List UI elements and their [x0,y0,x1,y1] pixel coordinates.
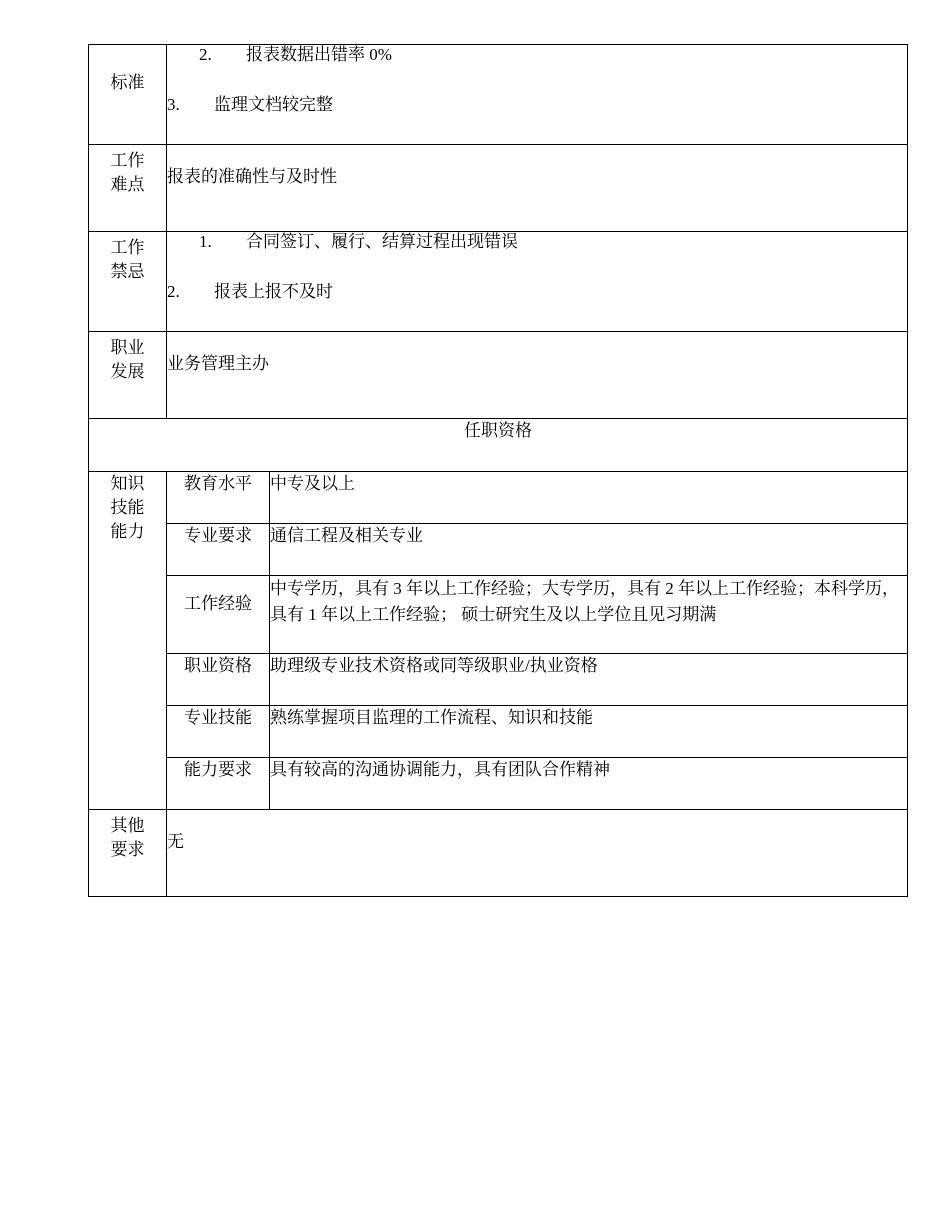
standard-item: 3. 监理文档较完整 [167,95,333,114]
qual-value: 具有较高的沟通协调能力，具有团队合作精神 [270,758,908,810]
label-taboo: 工作 禁忌 [89,232,167,332]
qual-label: 工作经验 [167,576,270,654]
row-career [89,332,908,419]
qual-value: 中专及以上 [270,472,908,524]
standard-content [167,45,908,145]
qual-row [89,472,908,524]
qual-label: 能力要求 [167,758,270,810]
other-content: 无 [167,810,908,897]
qual-label: 职业资格 [167,654,270,706]
section-title-qualification: 任职资格 [89,419,908,472]
qual-row [89,576,908,654]
qual-value: 中专学历，具有 3 年以上工作经验；大专学历，具有 2 年以上工作经验；本科学历，具有 1 年以上工作经验； 硕士研究生及以上学位且见习期满 [270,576,908,654]
qual-row [89,706,908,758]
row-other [89,810,908,897]
difficulty-content: 报表的准确性与及时性 [167,145,908,232]
row-difficulty [89,145,908,232]
qual-value: 熟练掌握项目监理的工作流程、知识和技能 [270,706,908,758]
row-standard [89,45,908,145]
qual-row [89,758,908,810]
qual-row [89,654,908,706]
standard-item: 2. 报表数据出错率 0% [199,45,392,64]
taboo-content [167,232,908,332]
label-other: 其他 要求 [89,810,167,897]
taboo-item: 2. 报表上报不及时 [167,282,333,301]
label-career: 职业 发展 [89,332,167,419]
qual-label: 专业要求 [167,524,270,576]
qual-value: 助理级专业技术资格或同等级职业/执业资格 [270,654,908,706]
row-section-title [89,419,908,472]
label-knowledge-skill-ability: 知识 技能 能力 [89,472,167,810]
qual-value: 通信工程及相关专业 [270,524,908,576]
qual-label: 专业技能 [167,706,270,758]
job-description-table [88,44,908,897]
row-taboo [89,232,908,332]
career-content: 业务管理主办 [167,332,908,419]
qual-row [89,524,908,576]
taboo-item: 1. 合同签订、履行、结算过程出现错误 [199,232,518,251]
label-difficulty: 工作 难点 [89,145,167,232]
qual-label: 教育水平 [167,472,270,524]
label-standard: 标准 [89,45,167,145]
